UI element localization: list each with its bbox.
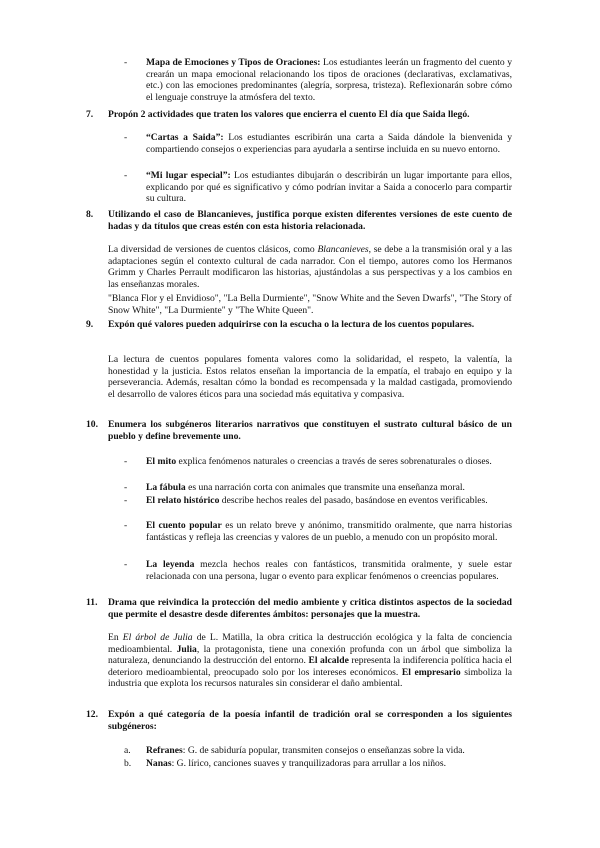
- list-marker: -: [124, 170, 128, 181]
- activity-mapa-emociones: [124, 57, 512, 103]
- answer-text: La lectura de cuentos populares fomenta valores como la solidaridad, el respeto, la valentía, la honestidad y la justicia. Estos relatos enseñan la importancia de la empatía, el trabajo en equipo y la perseverancia. Además, resaltan cómo la bondad es recompensada y la maldad castigada, promoviendo el desarrollo de valores éticos para una sociedad más equitativa y compasiva.: [108, 354, 512, 400]
- activity-mi-lugar-especial: [124, 170, 512, 205]
- answer-text: , la protagonista, tiene una conexión profunda con un árbol que simboliza la naturaleza, denunciando la destrucción del entorno.: [108, 643, 512, 667]
- poetry-nanas: [124, 758, 512, 770]
- poetry-text: : G. lírico, canciones suaves y tranquilizadoras para arrullar a los niños.: [171, 758, 446, 769]
- subgenre-title: La leyenda: [146, 559, 195, 570]
- character-empresario: El empresario: [401, 666, 461, 678]
- question-title: Propón 2 actividades que traten los valores que encierra el cuento El día que Saida llegó.: [108, 109, 470, 120]
- question-7-heading: [86, 109, 512, 121]
- subgenre-relato-historico: [124, 495, 512, 507]
- subgenre-cuento-popular: [124, 520, 512, 543]
- question-11-heading: [86, 597, 512, 620]
- list-marker: -: [124, 456, 128, 467]
- activity-text: Los estudiantes dibujarán o describirán un lugar importante para ellos, explicando por qué es significativo y cómo podrían invitar a Saida a conocerlo para compartir su cultura.: [146, 170, 512, 205]
- poetry-title: Refranes: [146, 745, 183, 756]
- question-number: 8.: [86, 209, 94, 220]
- subgenre-text: es una narración corta con animales que transmite una enseñanza moral.: [185, 482, 465, 493]
- answer-text: representa la indiferencia política hacia el deterioro medioambiental, preocupado solo por los intereses económicos.: [108, 655, 512, 678]
- answer-text: En: [108, 632, 123, 643]
- poetry-text: : G. de sabiduría popular, transmiten consejos o enseñanzas sobre la vida.: [182, 745, 465, 756]
- answer-8-paragraph: [108, 244, 512, 290]
- question-12-heading: [86, 709, 512, 732]
- question-title: Expón a qué categoría de la poesía infantil de tradición oral se corresponden a los siguientes subgéneros:: [108, 709, 512, 732]
- list-marker: b.: [124, 758, 132, 769]
- list-marker: -: [124, 520, 128, 531]
- poetry-refranes: [124, 745, 512, 757]
- list-marker: -: [124, 57, 128, 68]
- activity-text: Los estudiantes escribirán una carta a Saida dándole la bienvenida y compartiendo consejos o experiencias para ayudarla a sentirse incluida en su nuevo entorno.: [146, 132, 512, 155]
- answer-text: simboliza la industria que explota los recursos naturales sin considerar el daño ambiental.: [108, 666, 512, 690]
- question-title: Expón qué valores pueden adquirirse con la escucha o la lectura de los cuentos populares.: [108, 319, 475, 330]
- answer-italic-title: Blancanieves: [317, 244, 369, 255]
- activity-cartas-a-saida: [124, 132, 512, 155]
- question-number: 9.: [86, 319, 94, 330]
- question-number: 10.: [86, 419, 98, 430]
- list-marker: -: [124, 495, 128, 506]
- question-title: Drama que reivindica la protección del medio ambiente y critica distintos aspectos de la sociedad que permite el desastre desde diferentes ámbitos: personajes que la muestra.: [108, 597, 512, 620]
- question-title: Enumera los subgéneros literarios narrativos que constituyen el sustrato cultural básico de un pueblo y define brevemente uno.: [108, 419, 512, 442]
- work-title: El árbol de Julia: [122, 632, 193, 643]
- subgenre-text: describe hechos reales del pasado, basándose en eventos verificables.: [219, 495, 488, 506]
- subgenre-title: La fábula: [146, 482, 186, 493]
- subgenre-mito: [124, 456, 512, 468]
- character-julia: Julia: [176, 643, 197, 655]
- activity-title: “Cartas a Saida”:: [146, 132, 224, 143]
- question-9-heading: [86, 319, 512, 331]
- question-8-heading: [86, 209, 512, 232]
- subgenre-leyenda: [124, 559, 512, 582]
- question-10-heading: [86, 419, 512, 442]
- list-marker: a.: [124, 745, 131, 756]
- answer-text: "Blanca Flor y el Envidioso", "La Bella Durmiente", "Snow White and the Seven Dwarfs", "The Story of Snow White", "La Durmiente" y "The White Queen".: [108, 293, 512, 316]
- list-marker: -: [124, 132, 128, 143]
- subgenre-text: es un relato breve y anónimo, transmitido oralmente, que narra historias fantásticas y refleja las creencias y valores de un pueblo, a menudo con un propósito moral.: [146, 520, 512, 543]
- activity-text: Los estudiantes leerán un fragmento del cuento y crearán un mapa emocional relacionando los tipos de oraciones (declarativas, exclamativas, etc.) con las emociones predominantes (alegría, sorpresa, tristeza). Reflexionarán sobre cómo el lenguaje construye la atmósfera del texto.: [146, 57, 512, 103]
- subgenre-text: explica fenómenos naturales o creencias a través de seres sobrenaturales o dioses.: [176, 456, 492, 467]
- answer-8-titles: [108, 293, 512, 316]
- subgenre-title: El relato histórico: [146, 495, 220, 506]
- activity-title: “Mi lugar especial”:: [146, 170, 231, 181]
- answer-text: La diversidad de versiones de cuentos clásicos, como: [108, 244, 318, 255]
- character-alcalde: El alcalde: [308, 655, 349, 667]
- subgenre-title: El cuento popular: [146, 520, 222, 531]
- question-title: Utilizando el caso de Blancanieves, justifica porque existen diferentes versiones de este cuento de hadas y da títulos que creas estén con esta historia relacionada.: [108, 209, 512, 232]
- subgenre-title: El mito: [146, 456, 177, 467]
- subgenre-text: mezcla hechos reales con fantásticos, transmitida oralmente, y suele estar relacionada con una persona, lugar o evento para explicar fenómenos o creencias populares.: [146, 559, 512, 582]
- list-marker: -: [124, 482, 128, 493]
- poetry-title: Nanas: [146, 758, 172, 769]
- question-number: 11.: [86, 597, 98, 608]
- answer-text: de L. Matilla, la obra critica la destrucción ecológica y la falta de conciencia medioambiental.: [108, 632, 513, 655]
- subgenre-fabula: [124, 482, 512, 494]
- question-number: 7.: [86, 109, 94, 120]
- answer-text: , se debe a la transmisión oral y a las adaptaciones según el contexto cultural de cada narrador. Con el tiempo, autores como los Hermanos Grimm y Charles Perrault modificaron las historias, ajustándolas a sus perspectivas y a los cambios en las enseñanzas morales.: [108, 244, 512, 290]
- answer-9-paragraph: [108, 354, 512, 400]
- list-marker: -: [124, 559, 128, 570]
- question-number: 12.: [86, 709, 98, 720]
- activity-title: Mapa de Emociones y Tipos de Oraciones:: [146, 57, 321, 68]
- answer-11-paragraph: [108, 632, 512, 690]
